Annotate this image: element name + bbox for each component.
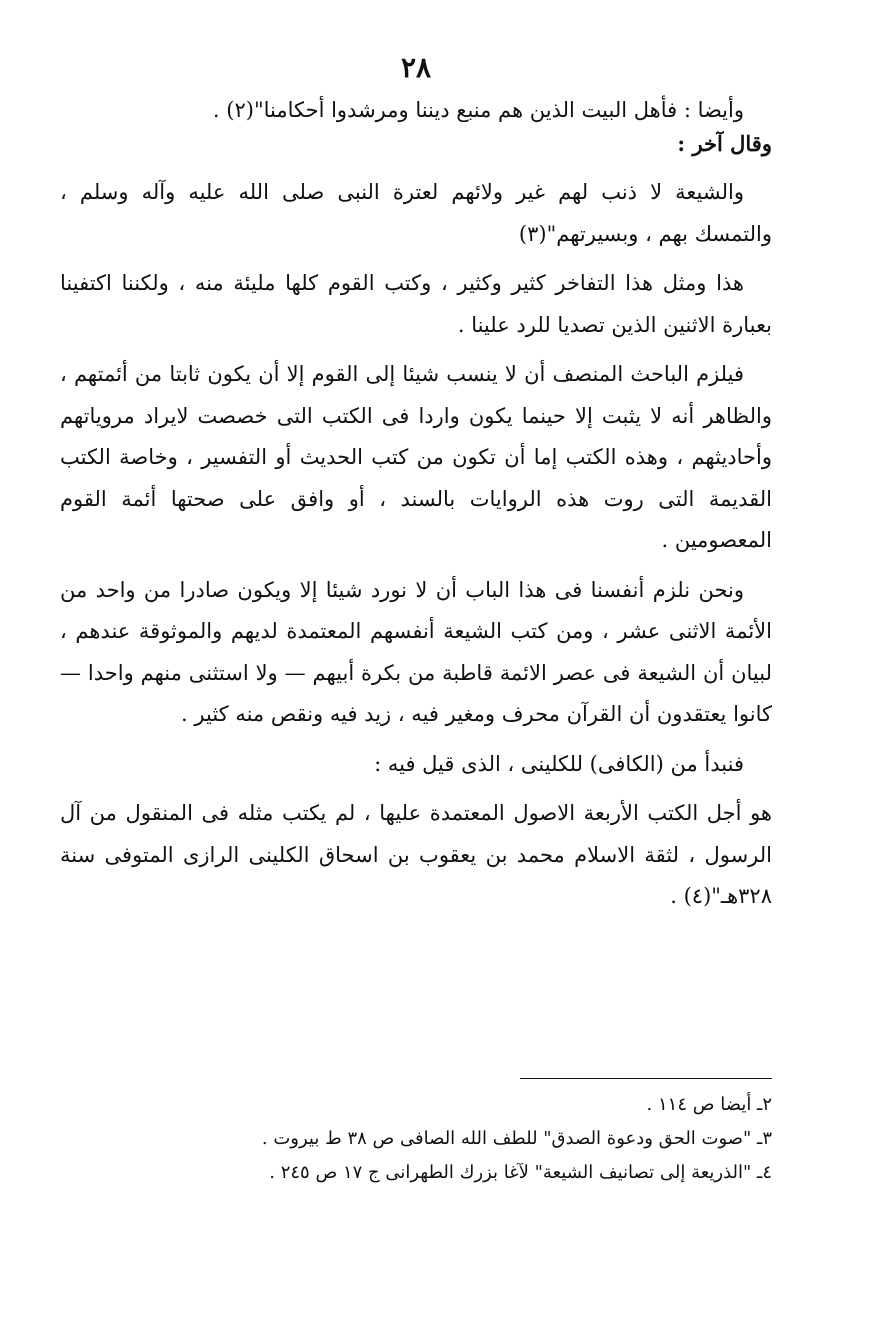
sub-heading: وقال آخر : <box>677 131 772 156</box>
paragraph-kafi-quote: هو أجل الكتب الأربعة الاصول المعتمدة عليها ، لم يكتب مثله فى المنقول من آل الرسول ، لثقة الاسلام محمد بن يعقوب بن اسحاق الكلينى الرازى المتوفى سنة ٣٢٨هـ"(٤) . <box>60 801 772 908</box>
paragraph-commitment: ونحن نلزم أنفسنا فى هذا الباب أن لا نورد شيئا إلا ويكون صادرا من واحد من الأئمة الاثنى عشر ، ومن كتب الشيعة أنفسهم المعتمدة لديهم والموثوقة عندهم ، لبيان أن الشيعة فى عصر الائمة قاطبة من بكرة أبيهم — ولا استثنى منهم واحدا — كانوا يعتقدون أن القرآن محرف ومغير فيه ، زيد فيه ونقص منه كثير . <box>60 577 772 726</box>
paragraph-kafi-intro: فنبدأ من (الكافى) للكلينى ، الذى قيل فيه : <box>374 751 744 776</box>
page-number: ٢٨ <box>400 51 432 84</box>
footnote-divider <box>520 1078 772 1079</box>
footnote-3: ٣ـ "صوت الحق ودعوة الصدق" للطف الله الصافى ص ٣٨ ط بيروت . <box>261 1128 772 1149</box>
intro-block <box>60 94 772 162</box>
paragraph-researcher: فيلزم الباحث المنصف أن لا ينسب شيئا إلى القوم إلا أن يكون ثابتا من أئمتهم ، والظاهر أنه لا يثبت إلا حينما يكون واردا فى الكتب التى خصصت لايراد مروياتهم وأحاديثهم ، وهذه الكتب إما أن تكون من كتب الحديث أو التفسير ، وخاصة الكتب القديمة التى روت هذه الروايات بالسند ، أو وافق على صحتها أئمة القوم المعصومين . <box>60 362 772 552</box>
page-body <box>60 50 772 926</box>
footnote-4: ٤ـ "الذريعة إلى تصانيف الشيعة" لآغا بزرك الطهرانى ج ١٧ ص ٢٤٥ . <box>269 1162 772 1183</box>
quote-line: وأيضا : فأهل البيت الذين هم منبع ديننا ومرشدوا أحكامنا"(٢) . <box>212 98 744 122</box>
footnotes <box>132 1088 772 1190</box>
footnote-2: ٢ـ أيضا ص ١١٤ . <box>646 1094 772 1115</box>
paragraph-shia-quote: والشيعة لا ذنب لهم غير ولائهم لعترة النبى صلى الله عليه وآله وسلم ، والتمسك بهم ، وبسيرتهم"(٣) <box>60 180 772 246</box>
paragraph-boasting: هذا ومثل هذا التفاخر كثير وكثير ، وكتب القوم كلها مليئة منه ، ولكننا اكتفينا بعبارة الاثنين الذين تصديا للرد علينا . <box>60 271 772 337</box>
